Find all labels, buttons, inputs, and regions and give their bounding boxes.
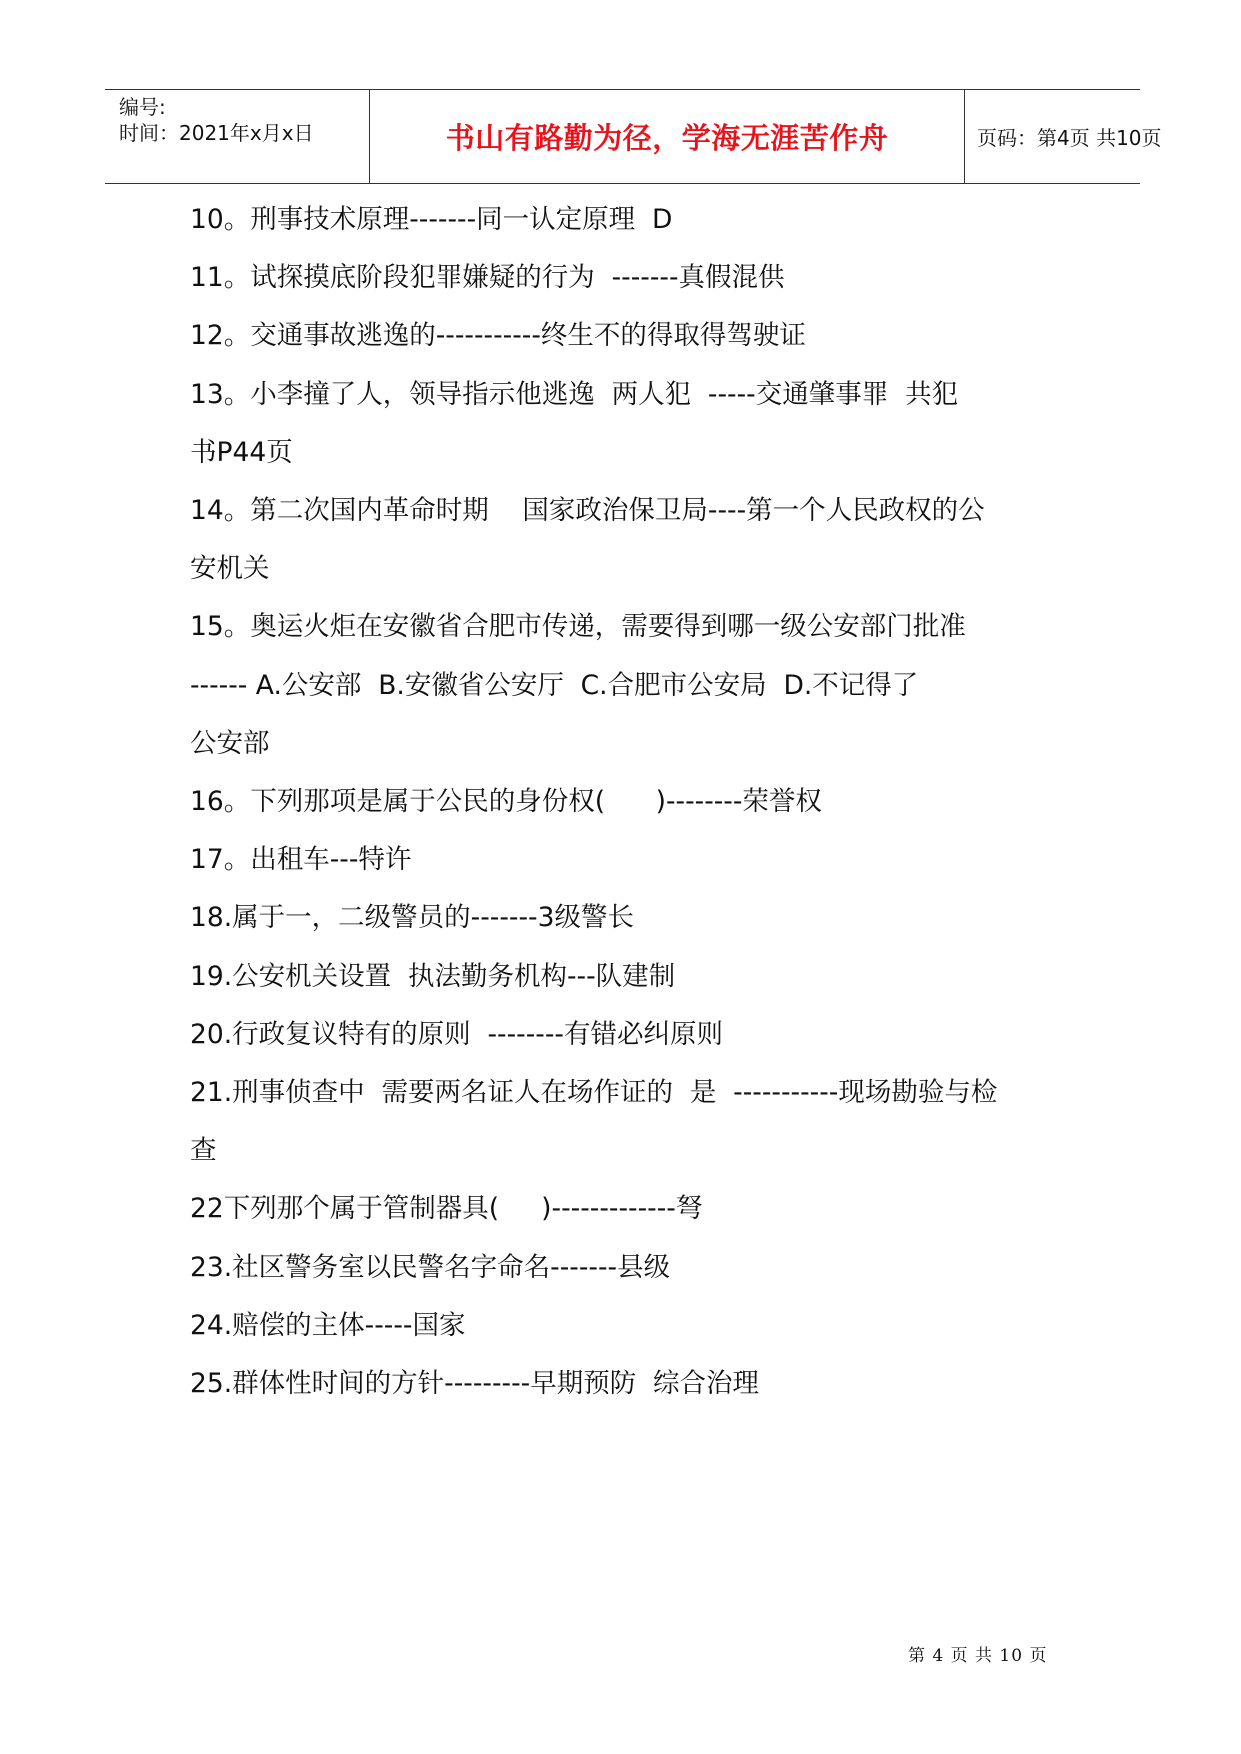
text-line: 20.行政复议特有的原则 --------有错必纠原则 (190, 1019, 723, 1050)
text-line: 查 (190, 1135, 217, 1166)
text-line: 12。交通事故逃逸的-----------终生不的得取得驾驶证 (190, 320, 806, 351)
serial-number-label: 编号: (119, 95, 166, 119)
date-label: 时间：2021年x月x日 (119, 121, 314, 145)
page-header (105, 89, 1162, 184)
text-line: 公安部 (190, 728, 270, 759)
text-line: 16。下列那项是属于公民的身份权( )--------荣誉权 (190, 786, 822, 817)
text-line: 25.群体性时间的方针---------早期预防 综合治理 (190, 1368, 760, 1399)
text-line: 10。刑事技术原理-------同一认定原理 D (190, 204, 673, 235)
page-footer: 第 4 页 共 10 页 (908, 1646, 1048, 1666)
text-line: 24.赔偿的主体-----国家 (190, 1310, 466, 1341)
header-meta-cell (105, 90, 370, 183)
text-line: 19.公安机关设置 执法勤务机构---队建制 (190, 961, 676, 992)
text-line: 书P44页 (190, 437, 293, 468)
text-line: 14。第二次国内革命时期 国家政治保卫局----第一个人民政权的公 (190, 495, 985, 526)
text-line: 21.刑事侦查中 需要两名证人在场作证的 是 -----------现场勘验与检 (190, 1077, 998, 1108)
header-page-number: 页码：第4页 共10页 (977, 126, 1162, 150)
text-line: 15。奥运火炬在安徽省合肥市传递，需要得到哪一级公安部门批准 (190, 611, 966, 642)
header-page-cell (965, 90, 1162, 183)
text-line: 17。出租车---特许 (190, 844, 412, 875)
text-line: 22下列那个属于管制器具( )-------------弩 (190, 1193, 703, 1224)
text-line: 13。小李撞了人，领导指示他逃逸 两人犯 -----交通肇事罪 共犯 (190, 379, 959, 410)
text-line: 23.社区警务室以民警名字命名-------县级 (190, 1252, 671, 1283)
header-motto-cell (370, 90, 965, 183)
text-line: 18.属于一，二级警员的-------3级警长 (190, 902, 634, 933)
text-line: 11。试探摸底阶段犯罪嫌疑的行为 -------真假混供 (190, 262, 785, 293)
motto-text: 书山有路勤为径，学海无涯苦作舟 (445, 121, 889, 155)
text-line: ------ A.公安部 B.安徽省公安厅 C.合肥市公安局 D.不记得了 (190, 670, 919, 701)
text-line: 安机关 (190, 553, 270, 584)
